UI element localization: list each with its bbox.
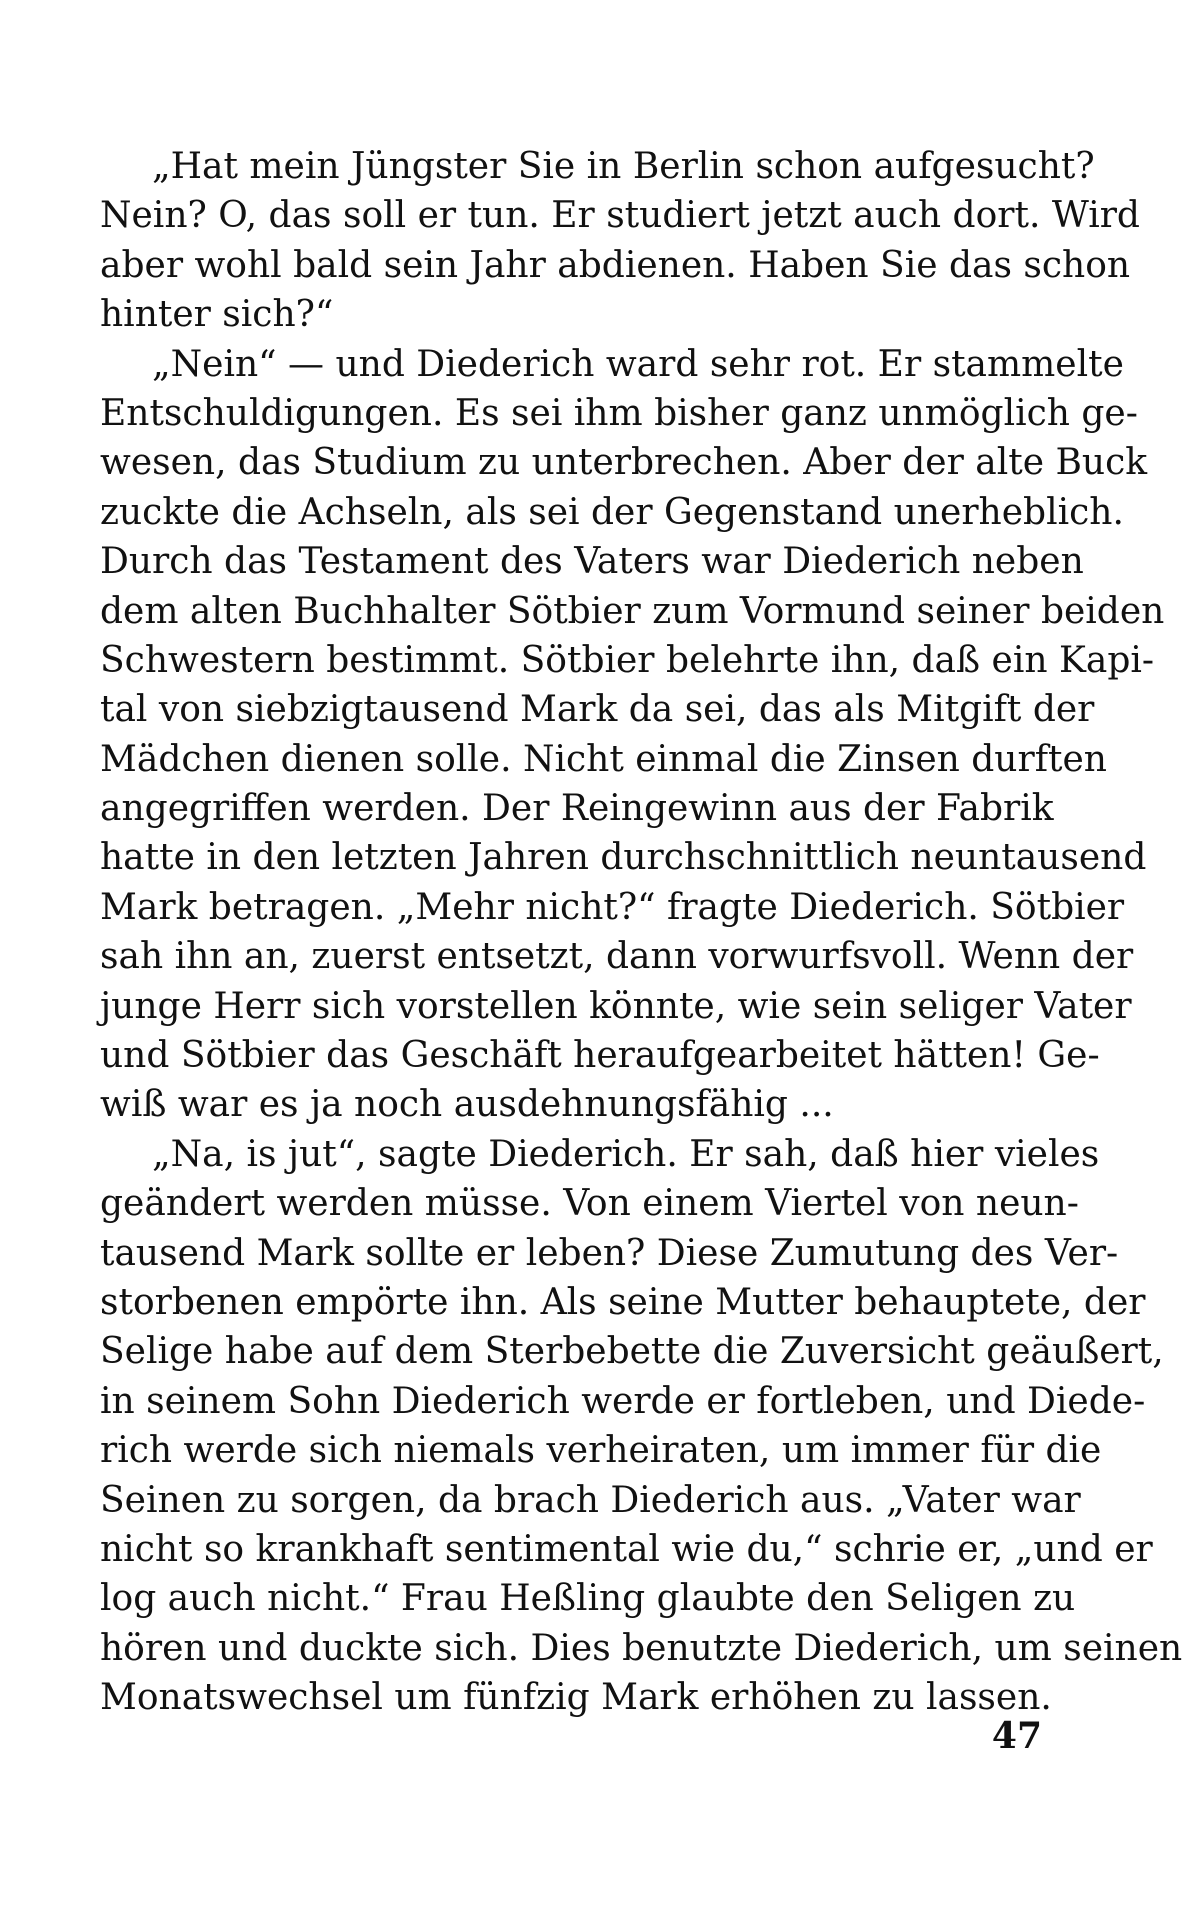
text-line: tausend Mark sollte er leben? Diese Zumutung des Ver- — [100, 1232, 1119, 1274]
text-line: und Sötbier das Geschäft heraufgearbeitet hätten! Ge- — [100, 1035, 1100, 1077]
text-line: hatte in den letzten Jahren durchschnittlich neuntausend — [100, 837, 1147, 879]
text-line: dem alten Buchhalter Sötbier zum Vormund seiner beiden — [100, 590, 1165, 632]
text-line: log auch nicht.“ Frau Heßling glaubte den Seligen zu — [100, 1578, 1076, 1620]
text-line: Seinen zu sorgen, da brach Diederich aus. „Vater war — [100, 1479, 1081, 1521]
text-line: wiß war es ja noch ausdehnungsfähig ... — [100, 1084, 834, 1126]
text-line: „Nein“ — und Diederich ward sehr rot. Er stammelte — [152, 343, 1124, 385]
text-line: sah ihn an, zuerst entsetzt, dann vorwurfsvoll. Wenn der — [100, 936, 1134, 978]
text-line: nicht so krankhaft sentimental wie du,“ schrie er, „und er — [100, 1528, 1153, 1570]
text-line: junge Herr sich vorstellen könnte, wie sein seliger Vater — [100, 985, 1132, 1027]
body-text — [100, 142, 1182, 1723]
text-line: hinter sich?“ — [100, 294, 334, 336]
page-number: 47 — [991, 1715, 1042, 1757]
text-line: tal von siebzigtausend Mark da sei, das als Mitgift der — [100, 689, 1095, 731]
text-line: Nein? O, das soll er tun. Er studiert jetzt auch dort. Wird — [100, 195, 1140, 237]
text-line: Schwestern bestimmt. Sötbier belehrte ihn, daß ein Kapi- — [100, 639, 1155, 681]
text-line: Monatswechsel um fünfzig Mark erhöhen zu lassen. — [100, 1677, 1052, 1719]
text-line: storbenen empörte ihn. Als seine Mutter behauptete, der — [100, 1281, 1146, 1323]
text-line: hören und duckte sich. Dies benutzte Diederich, um seinen — [100, 1627, 1182, 1669]
text-line: zuckte die Achseln, als sei der Gegenstand unerheblich. — [100, 491, 1124, 533]
text-line: Mädchen dienen solle. Nicht einmal die Zinsen durften — [100, 738, 1107, 780]
text-line: aber wohl bald sein Jahr abdienen. Haben Sie das schon — [100, 244, 1131, 286]
text-line: rich werde sich niemals verheiraten, um immer für die — [100, 1430, 1102, 1472]
text-line: Durch das Testament des Vaters war Diederich neben — [100, 541, 1084, 583]
text-line: in seinem Sohn Diederich werde er fortleben, und Diede- — [100, 1380, 1146, 1422]
text-line: Mark betragen. „Mehr nicht?“ fragte Diederich. Sötbier — [100, 886, 1125, 928]
text-line: geändert werden müsse. Von einem Viertel von neun- — [100, 1183, 1079, 1225]
text-line: Selige habe auf dem Sterbebette die Zuversicht geäußert, — [100, 1331, 1164, 1373]
text-line: angegriffen werden. Der Reingewinn aus der Fabrik — [100, 788, 1054, 830]
text-line: Entschuldigungen. Es sei ihm bisher ganz unmöglich ge- — [100, 392, 1138, 434]
text-line: „Na, is jut“, sagte Diederich. Er sah, daß hier vieles — [152, 1133, 1100, 1175]
text-line: wesen, das Studium zu unterbrechen. Aber der alte Buck — [100, 442, 1148, 484]
text-line: „Hat mein Jüngster Sie in Berlin schon aufgesucht? — [152, 146, 1095, 187]
